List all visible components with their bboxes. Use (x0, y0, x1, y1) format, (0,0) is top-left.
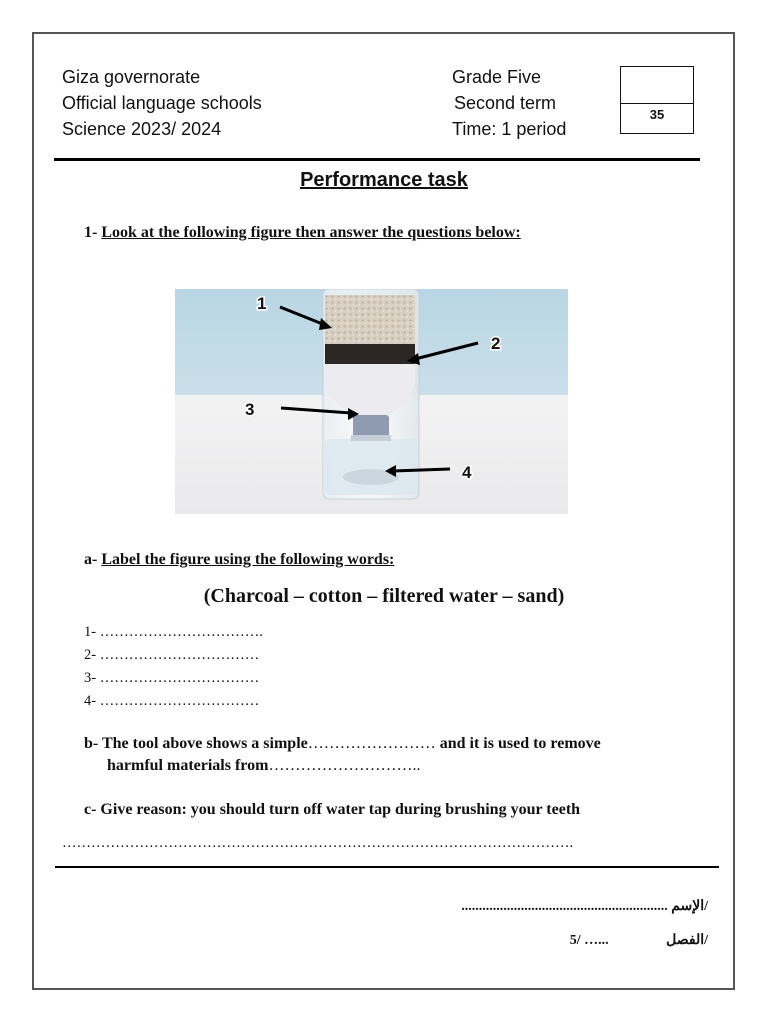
score-total: 35 (649, 107, 665, 122)
label-blank-4[interactable]: 4- …………………………… (84, 693, 260, 709)
student-name-label: الإسم/ (671, 899, 708, 914)
header-governorate: Giza governorate (62, 67, 201, 87)
part-b-prefix: b- The tool above shows a simple (84, 735, 308, 752)
page-title: Performance task (300, 169, 468, 191)
part-b-question (84, 733, 601, 777)
part-a-text: Label the figure using the following words: (101, 551, 395, 568)
student-class-label: الفصل/ (666, 933, 708, 948)
score-box-divider (621, 103, 693, 104)
part-a-letter: a- (84, 551, 98, 568)
question-1-text: Look at the following figure then answer the questions below: (101, 224, 521, 241)
question-1-number: 1- (84, 224, 98, 241)
part-b-blank-1[interactable]: …………………… (307, 735, 436, 752)
header-time: Time: 1 period (452, 119, 567, 139)
figure-label-4: 4 (462, 463, 472, 482)
header-school-info (62, 64, 262, 142)
part-b-line2-prefix: harmful materials from (107, 757, 269, 774)
word-bank: (Charcoal – cotton – filtered water – sand) (203, 585, 565, 607)
header-term: Second term (454, 93, 557, 113)
charcoal-layer (325, 344, 415, 364)
part-a-instruction (84, 551, 394, 569)
header-subject-year: Science 2023/ 2024 (62, 119, 222, 139)
header-grade: Grade Five (452, 67, 542, 87)
student-name-row (461, 898, 708, 915)
task-score[interactable]: 5/ …... (569, 933, 609, 948)
student-name-dots[interactable]: ........................................................... (461, 899, 668, 914)
part-c-answer-line[interactable]: ……………………………………………………………………………………………. (62, 835, 574, 851)
footer-rule (55, 866, 719, 868)
student-class-row (570, 932, 708, 949)
label-blanks (84, 621, 263, 713)
label-blank-1[interactable]: 1- ……………………………. (84, 624, 263, 640)
score-box (620, 66, 694, 134)
header-schools: Official language schools (62, 93, 262, 113)
water-filter-figure (175, 289, 568, 514)
part-b-blank-2[interactable]: ……………………….. (268, 757, 421, 774)
part-b-suffix: and it is used to remove (435, 735, 601, 752)
sand-layer (325, 295, 415, 347)
label-blank-2[interactable]: 2- …………………………… (84, 647, 260, 663)
part-c-question: c- Give reason: you should turn off water tap during brushing your teeth (84, 801, 581, 818)
header-exam-info (452, 64, 566, 142)
figure-label-2: 2 (491, 334, 501, 353)
header-rule (54, 158, 700, 161)
figure-label-1: 1 (257, 294, 267, 313)
filtered-water (325, 439, 417, 495)
question-1 (84, 224, 521, 242)
figure-label-3: 3 (245, 400, 255, 419)
label-blank-3[interactable]: 3- …………………………… (84, 670, 260, 686)
